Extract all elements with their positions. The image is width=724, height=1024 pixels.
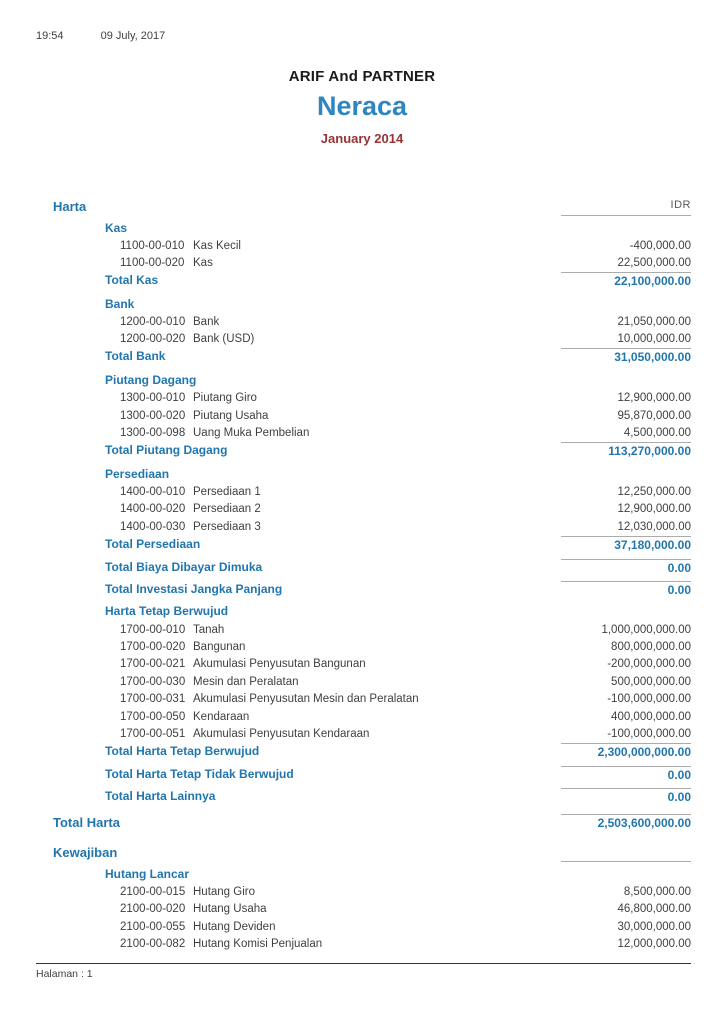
account-name: Hutang Komisi Penjualan bbox=[193, 938, 323, 950]
total-label: Total Persediaan bbox=[105, 536, 201, 551]
account-code: 2100-00-020 bbox=[120, 903, 186, 916]
subgroup-header-row bbox=[36, 603, 691, 620]
account-amount: 12,000,000.00 bbox=[617, 938, 691, 950]
account-amount: 800,000,000.00 bbox=[611, 640, 691, 653]
account-amount: 8,500,000.00 bbox=[623, 885, 691, 898]
total-row bbox=[36, 558, 691, 575]
account-row bbox=[36, 331, 691, 348]
account-row bbox=[36, 901, 691, 918]
account-amount: -100,000,000.00 bbox=[607, 693, 691, 706]
account-name: Hutang Giro bbox=[193, 885, 256, 898]
account-row bbox=[36, 254, 691, 271]
account-name: Akumulasi Penyusutan Bangunan bbox=[193, 658, 366, 671]
total-row bbox=[36, 788, 691, 805]
currency-column-header: IDR bbox=[561, 196, 691, 216]
subgroup-label: Persediaan bbox=[105, 466, 170, 481]
total-label: Total Harta bbox=[53, 814, 120, 830]
subgroup-label: Bank bbox=[105, 296, 135, 311]
total-label: Total Investasi Jangka Panjang bbox=[105, 581, 283, 596]
total-amount: 0.00 bbox=[561, 559, 691, 575]
account-code: 1700-00-030 bbox=[120, 675, 186, 688]
account-amount: 12,030,000.00 bbox=[617, 520, 691, 533]
account-name: Kas Kecil bbox=[193, 239, 241, 252]
total-row bbox=[36, 743, 691, 760]
account-amount: 30,000,000.00 bbox=[617, 920, 691, 933]
total-label: Total Biaya Dibayar Dimuka bbox=[105, 559, 263, 574]
total-amount: 2,300,000,000.00 bbox=[561, 743, 691, 759]
account-code: 1100-00-020 bbox=[120, 257, 185, 270]
account-code: 1300-00-010 bbox=[120, 392, 186, 405]
account-name: Mesin dan Peralatan bbox=[193, 675, 299, 688]
account-name: Persediaan 2 bbox=[193, 503, 261, 516]
print-time: 19:54 bbox=[36, 30, 64, 42]
account-row bbox=[36, 518, 691, 535]
account-row bbox=[36, 638, 691, 655]
report-footer bbox=[36, 963, 691, 980]
account-row bbox=[36, 237, 691, 254]
total-row bbox=[36, 766, 691, 783]
group-header-row bbox=[36, 840, 691, 862]
account-amount: 500,000,000.00 bbox=[611, 675, 691, 688]
account-row bbox=[36, 424, 691, 441]
account-code: 1300-00-020 bbox=[120, 409, 186, 422]
total-label: Total Harta Lainnya bbox=[105, 788, 216, 803]
account-row bbox=[36, 725, 691, 742]
account-row bbox=[36, 656, 691, 673]
account-code: 1700-00-021 bbox=[120, 658, 186, 671]
account-name: Piutang Giro bbox=[193, 392, 257, 405]
account-row bbox=[36, 390, 691, 407]
report-title: Neraca bbox=[316, 91, 408, 121]
total-row bbox=[36, 348, 691, 365]
total-row bbox=[36, 535, 691, 552]
account-code: 1400-00-020 bbox=[120, 503, 186, 516]
account-name: Persediaan 1 bbox=[193, 485, 261, 498]
account-name: Kas bbox=[193, 257, 213, 270]
report-header bbox=[0, 68, 724, 146]
group-label: Kewajiban bbox=[53, 845, 118, 861]
account-code: 2100-00-055 bbox=[120, 920, 186, 933]
account-amount: -200,000,000.00 bbox=[607, 658, 691, 671]
account-name: Bank (USD) bbox=[193, 333, 255, 346]
account-amount: 22,500,000.00 bbox=[617, 257, 691, 270]
account-code: 1700-00-050 bbox=[120, 710, 186, 723]
account-amount: 1,000,000,000.00 bbox=[601, 623, 691, 636]
currency-column-header bbox=[561, 860, 691, 862]
company-name: ARIF And PARTNER bbox=[288, 68, 436, 85]
page-number: Halaman : 1 bbox=[36, 968, 93, 980]
account-code: 1300-00-098 bbox=[120, 427, 186, 440]
total-amount: 0.00 bbox=[561, 766, 691, 782]
account-name: Akumulasi Penyusutan Mesin dan Peralatan bbox=[193, 693, 419, 706]
total-amount: 0.00 bbox=[561, 581, 691, 597]
total-amount: 113,270,000.00 bbox=[561, 442, 691, 458]
subgroup-header-row bbox=[36, 372, 691, 389]
account-name: Persediaan 3 bbox=[193, 520, 261, 533]
account-row bbox=[36, 313, 691, 330]
balance-sheet-table bbox=[36, 194, 691, 953]
account-code: 1200-00-020 bbox=[120, 333, 186, 346]
print-date: 09 July, 2017 bbox=[100, 30, 166, 42]
account-amount: 95,870,000.00 bbox=[617, 409, 691, 422]
account-row bbox=[36, 918, 691, 935]
subgroup-label: Hutang Lancar bbox=[105, 866, 190, 881]
total-amount: 31,050,000.00 bbox=[561, 348, 691, 364]
account-row bbox=[36, 935, 691, 952]
total-amount: 2,503,600,000.00 bbox=[561, 814, 691, 830]
account-code: 1100-00-010 bbox=[120, 239, 185, 252]
account-amount: -400,000.00 bbox=[629, 239, 691, 252]
account-code: 2100-00-015 bbox=[120, 885, 186, 898]
account-amount: 46,800,000.00 bbox=[617, 903, 691, 916]
account-row bbox=[36, 673, 691, 690]
account-amount: 4,500,000.00 bbox=[623, 427, 691, 440]
total-label: Total Kas bbox=[105, 273, 159, 288]
subgroup-header-row bbox=[36, 219, 691, 236]
account-code: 1400-00-010 bbox=[120, 485, 186, 498]
account-name: Tanah bbox=[193, 623, 225, 636]
total-row bbox=[36, 272, 691, 289]
account-name: Hutang Deviden bbox=[193, 920, 276, 933]
account-code: 1400-00-030 bbox=[120, 520, 186, 533]
account-name: Uang Muka Pembelian bbox=[193, 427, 310, 440]
total-label: Total Bank bbox=[105, 349, 166, 364]
report-period: January 2014 bbox=[320, 131, 404, 146]
account-amount: 21,050,000.00 bbox=[617, 315, 691, 328]
total-row bbox=[36, 442, 691, 459]
subgroup-label: Piutang Dagang bbox=[105, 373, 197, 388]
account-code: 1700-00-010 bbox=[120, 623, 186, 636]
account-amount: 12,900,000.00 bbox=[617, 392, 691, 405]
account-code: 1700-00-051 bbox=[120, 727, 186, 740]
subgroup-header-row bbox=[36, 465, 691, 482]
total-row bbox=[36, 812, 691, 832]
group-label: Harta bbox=[53, 199, 87, 214]
account-amount: 400,000,000.00 bbox=[611, 710, 691, 723]
account-name: Akumulasi Penyusutan Kendaraan bbox=[193, 727, 370, 740]
subgroup-label: Harta Tetap Berwujud bbox=[105, 604, 229, 619]
account-amount: 12,250,000.00 bbox=[617, 485, 691, 498]
group-header-row bbox=[36, 194, 691, 216]
total-row bbox=[36, 580, 691, 597]
account-amount: 12,900,000.00 bbox=[617, 503, 691, 516]
account-row bbox=[36, 708, 691, 725]
account-row bbox=[36, 407, 691, 424]
account-amount: -100,000,000.00 bbox=[607, 727, 691, 740]
total-amount: 37,180,000.00 bbox=[561, 536, 691, 552]
subgroup-header-row bbox=[36, 865, 691, 882]
account-code: 1700-00-031 bbox=[120, 693, 186, 706]
account-name: Kendaraan bbox=[193, 710, 250, 723]
account-code: 2100-00-082 bbox=[120, 938, 186, 950]
account-row bbox=[36, 501, 691, 518]
account-row bbox=[36, 690, 691, 707]
total-amount: 22,100,000.00 bbox=[561, 272, 691, 288]
account-row bbox=[36, 621, 691, 638]
subgroup-label: Kas bbox=[105, 220, 128, 235]
account-name: Piutang Usaha bbox=[193, 409, 269, 422]
account-code: 1200-00-010 bbox=[120, 315, 186, 328]
subgroup-header-row bbox=[36, 295, 691, 312]
account-amount: 10,000,000.00 bbox=[617, 333, 691, 346]
account-name: Bank bbox=[193, 315, 220, 328]
total-amount: 0.00 bbox=[561, 788, 691, 804]
print-info-bar bbox=[36, 30, 165, 42]
account-name: Hutang Usaha bbox=[193, 903, 267, 916]
account-name: Bangunan bbox=[193, 640, 246, 653]
footer-divider bbox=[36, 963, 691, 964]
account-row bbox=[36, 883, 691, 900]
total-label: Total Harta Tetap Tidak Berwujud bbox=[105, 766, 294, 781]
account-code: 1700-00-020 bbox=[120, 640, 186, 653]
total-label: Total Harta Tetap Berwujud bbox=[105, 743, 260, 758]
total-label: Total Piutang Dagang bbox=[105, 442, 228, 457]
account-row bbox=[36, 483, 691, 500]
